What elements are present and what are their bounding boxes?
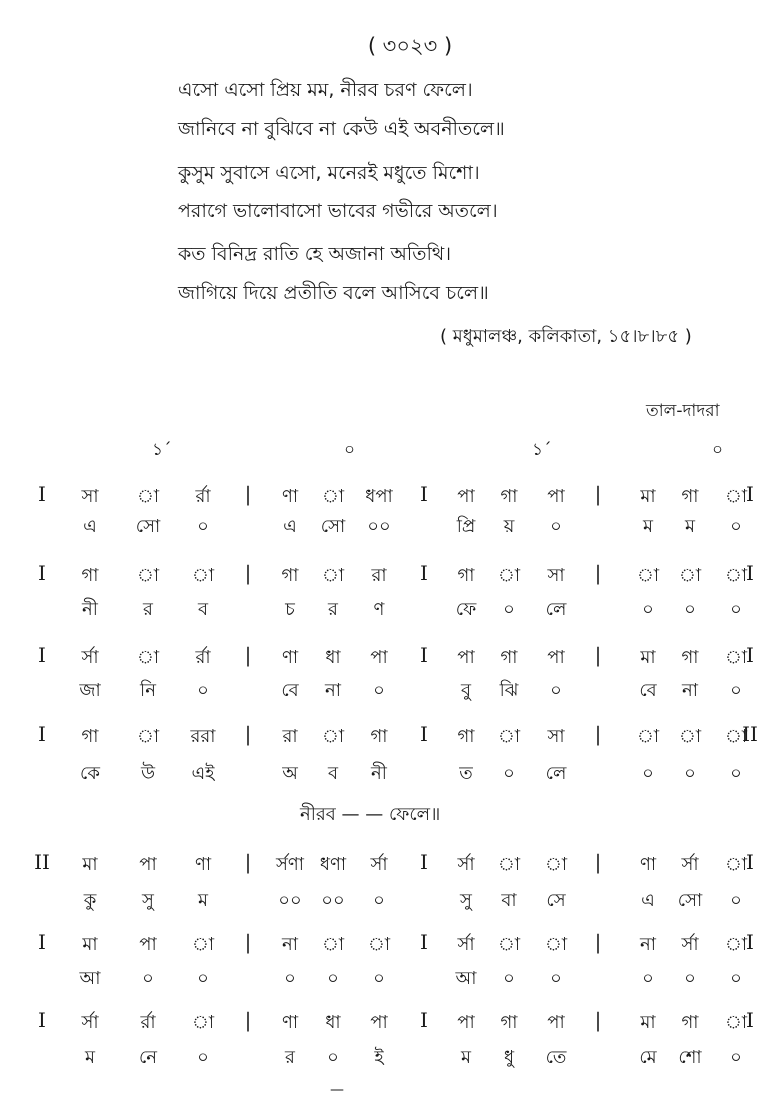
word-syllable: ০ (730, 890, 742, 911)
word-syllable: ব (327, 763, 339, 784)
swara-cell: া (678, 726, 702, 747)
swara-cell: া (367, 934, 391, 955)
swara-cell: ধা (325, 1012, 341, 1033)
bar-line: | (244, 482, 252, 506)
word-syllable: র (143, 599, 153, 620)
lyric-line-1: এসো এসো প্রিয় মম, নীরব চরণ ফেলে। (178, 79, 473, 101)
swara-cell: পা (139, 854, 157, 875)
swara-cell: রা (371, 565, 387, 586)
word-syllable: য় (503, 516, 515, 537)
bar-line: | (594, 722, 602, 746)
word-syllable: ০ (197, 516, 209, 537)
bar-line: I (420, 482, 428, 506)
swara-cell: া (724, 647, 748, 668)
notation-row-words-7 (0, 1043, 776, 1073)
swara-cell: পা (457, 486, 475, 507)
swara-cell: গা (457, 726, 475, 747)
word-syllable: সো (320, 516, 346, 537)
swara-cell: গা (681, 1012, 699, 1033)
lyric-line-4: পরাগে ভালোবাসো ভাবের গভীরে অতলে। (178, 200, 498, 222)
bar-line: | (594, 482, 602, 506)
swara-cell: সা (547, 726, 565, 747)
bar-line: I (420, 1008, 428, 1032)
word-syllable: ম (643, 516, 653, 537)
word-syllable: লে (545, 763, 567, 784)
swara-cell: গা (500, 647, 518, 668)
swara-cell: মা (82, 854, 98, 875)
word-syllable: ম (685, 516, 695, 537)
word-syllable: ০ (197, 680, 209, 701)
page-number: ( ৩০২৩ ) (367, 34, 453, 58)
swara-cell: র্সণা (276, 854, 304, 875)
bar-line: I (420, 850, 428, 874)
bar-line: | (244, 643, 252, 667)
word-syllable: ধু (503, 1047, 515, 1068)
bar-line: II (34, 850, 50, 874)
word-syllable: আ (79, 968, 101, 989)
word-syllable: ০ (730, 599, 742, 620)
swara-cell: া (497, 726, 521, 747)
swara-cell: র্সা (681, 854, 699, 875)
word-syllable: ০ (730, 1047, 742, 1068)
swara-cell: না (640, 934, 656, 955)
bar-line: | (594, 930, 602, 954)
swara-cell: মা (640, 647, 656, 668)
word-syllable: ০ (642, 968, 654, 989)
swara-cell: ণা (639, 854, 657, 875)
swara-cell: া (724, 934, 748, 955)
swara-cell: ণা (194, 854, 212, 875)
swara-cell: র্সা (370, 854, 388, 875)
word-syllable: ০ (730, 763, 742, 784)
notation-row-words-2 (0, 595, 776, 625)
swara-cell: পা (547, 486, 565, 507)
swara-cell: ধপা (365, 486, 393, 507)
word-syllable: চ (285, 599, 295, 620)
word-syllable: এ (283, 516, 297, 537)
notation-row-words-5 (0, 886, 776, 916)
swara-cell: গা (81, 726, 99, 747)
word-syllable: ০ (730, 516, 742, 537)
word-syllable: ব (197, 599, 209, 620)
swara-cell: া (678, 565, 702, 586)
swara-cell: া (636, 565, 660, 586)
word-syllable: ০ (730, 968, 742, 989)
bar-line: | (244, 722, 252, 746)
word-syllable: ০ (327, 968, 339, 989)
swara-cell: পা (547, 647, 565, 668)
word-syllable: কু (83, 890, 97, 911)
swara-cell: ণা (281, 486, 299, 507)
swara-cell: পা (457, 1012, 475, 1033)
swara-cell: া (191, 1012, 215, 1033)
lyric-line-2: জানিবে না বুঝিবে না কেউ এই অবনীতলে॥ (178, 118, 505, 140)
swara-cell: গা (500, 1012, 518, 1033)
word-syllable: ০০ (278, 890, 302, 911)
swara-cell: ধণা (319, 854, 347, 875)
word-syllable: ঝি (499, 680, 519, 701)
swara-cell: া (724, 726, 748, 747)
word-syllable: প্রি (456, 516, 476, 537)
word-syllable: কে (80, 763, 100, 784)
word-syllable: না (325, 680, 341, 701)
word-syllable: জা (79, 680, 101, 701)
word-syllable: এ (641, 890, 655, 911)
word-syllable: ফে (455, 599, 477, 620)
swara-cell: সা (547, 565, 565, 586)
word-syllable: নি (140, 680, 156, 701)
word-syllable: ই (374, 1047, 384, 1068)
bar-line: I (420, 561, 428, 585)
word-syllable: ০০ (321, 890, 345, 911)
bar-line: I (746, 850, 754, 874)
swara-cell: গা (681, 486, 699, 507)
bar-line: I (38, 930, 46, 954)
notation-row-notes-3 (0, 643, 776, 673)
bar-line: I (746, 482, 754, 506)
swara-cell: রা (282, 726, 298, 747)
swara-cell: া (321, 486, 345, 507)
swara-cell: া (497, 854, 521, 875)
swara-cell: ধা (325, 647, 341, 668)
swara-cell: গা (681, 647, 699, 668)
notation-row-words-4 (0, 759, 776, 789)
beat-marker-3: ১´ (532, 440, 552, 460)
beat-marker-1: ১´ (152, 440, 172, 460)
swara-cell: া (191, 934, 215, 955)
word-syllable: ০ (550, 516, 562, 537)
word-syllable: ০০ (367, 516, 391, 537)
word-syllable: ০ (684, 763, 696, 784)
swara-cell: া (321, 934, 345, 955)
swara-cell: র্সা (81, 647, 99, 668)
notation-row-notes-7 (0, 1008, 776, 1038)
bar-line: I (38, 561, 46, 585)
notation-row-notes-6 (0, 930, 776, 960)
bar-line: | (244, 1008, 252, 1032)
word-syllable: ০ (684, 599, 696, 620)
word-syllable: ০ (373, 968, 385, 989)
word-syllable: সু (142, 890, 154, 911)
word-syllable: ০ (142, 968, 154, 989)
swara-cell: মা (640, 486, 656, 507)
notation-row-words-6 (0, 964, 776, 994)
word-syllable: আ (455, 968, 477, 989)
word-syllable: বে (281, 680, 299, 701)
word-syllable: ০ (197, 1047, 209, 1068)
lyric-line-6: জাগিয়ে দিয়ে প্রতীতি বলে আসিবে চলে॥ (178, 282, 489, 304)
bar-line: I (38, 643, 46, 667)
word-syllable: ০ (550, 680, 562, 701)
swara-cell: পা (370, 1012, 388, 1033)
swara-cell: গা (81, 565, 99, 586)
notation-row-notes-2 (0, 561, 776, 591)
bar-line: I (420, 930, 428, 954)
bar-line: | (244, 930, 252, 954)
source-citation: ( মধুমালঞ্চ, কলিকাতা, ১৫।৮।৮৫ ) (440, 326, 692, 347)
notation-row-words-1 (0, 512, 776, 542)
swara-cell: পা (139, 934, 157, 955)
notation-row-notes-1 (0, 482, 776, 512)
word-syllable: ম (198, 890, 208, 911)
word-syllable: ম (85, 1047, 95, 1068)
beat-marker-2: ০ (344, 440, 356, 460)
word-syllable: তে (545, 1047, 567, 1068)
word-syllable: সু (460, 890, 472, 911)
word-syllable: নে (138, 1047, 158, 1068)
swara-cell: র্রা (140, 1012, 156, 1033)
swara-cell: া (321, 565, 345, 586)
beat-marker-4: ০ (712, 440, 724, 460)
word-syllable: ০ (373, 890, 385, 911)
word-syllable: এই (191, 763, 215, 784)
bar-line: | (594, 850, 602, 874)
tala-label: তাল-দাদরা (646, 401, 720, 421)
word-syllable: ০ (327, 1047, 339, 1068)
swara-cell: পা (457, 647, 475, 668)
bar-line: | (594, 1008, 602, 1032)
word-syllable: ০ (730, 680, 742, 701)
word-syllable: শো (678, 1047, 702, 1068)
swara-cell: না (282, 934, 298, 955)
bar-line: I (420, 722, 428, 746)
swara-cell: পা (370, 647, 388, 668)
word-syllable: ০ (642, 599, 654, 620)
word-syllable: নী (371, 763, 387, 784)
bar-line: | (594, 643, 602, 667)
word-syllable: মে (639, 1047, 657, 1068)
swara-cell: পা (547, 1012, 565, 1033)
bar-line: I (420, 643, 428, 667)
word-syllable: বে (639, 680, 657, 701)
word-syllable: বু (460, 680, 472, 701)
refrain-line: নীরব — — ফেলে॥ (300, 804, 441, 825)
swara-cell: র্সা (681, 934, 699, 955)
notation-row-notes-5 (0, 850, 776, 880)
word-syllable: ০ (503, 968, 515, 989)
swara-cell: া (136, 726, 160, 747)
swara-cell: গা (281, 565, 299, 586)
word-syllable: র (328, 599, 338, 620)
word-syllable: ০ (684, 968, 696, 989)
word-syllable: বা (501, 890, 517, 911)
swara-cell: মা (82, 934, 98, 955)
word-syllable: অ (282, 763, 298, 784)
word-syllable: ০ (197, 968, 209, 989)
bar-line: II (742, 722, 758, 746)
swara-cell: া (724, 565, 748, 586)
word-syllable: ম (461, 1047, 471, 1068)
word-syllable: ০ (503, 599, 515, 620)
swara-cell: গা (457, 565, 475, 586)
bar-line: | (594, 561, 602, 585)
swara-cell: া (724, 1012, 748, 1033)
word-syllable: নী (82, 599, 98, 620)
bar-line: I (746, 643, 754, 667)
word-syllable: সে (546, 890, 566, 911)
swara-cell: র্রা (195, 486, 211, 507)
swara-cell: গা (370, 726, 388, 747)
swara-cell: ণা (281, 1012, 299, 1033)
swara-cell: া (724, 854, 748, 875)
swara-cell: া (544, 854, 568, 875)
word-syllable: র (285, 1047, 295, 1068)
swara-cell: র্সা (81, 1012, 99, 1033)
notation-row-words-3 (0, 676, 776, 706)
word-syllable: এ (83, 516, 97, 537)
bar-line: | (244, 850, 252, 874)
swara-cell: া (321, 726, 345, 747)
swara-cell: া (136, 486, 160, 507)
bottom-dash: — (330, 1082, 344, 1098)
word-syllable: সো (135, 516, 161, 537)
swara-cell: া (191, 565, 215, 586)
word-syllable: ০ (373, 680, 385, 701)
word-syllable: লে (545, 599, 567, 620)
bar-line: I (746, 1008, 754, 1032)
swara-cell: া (636, 726, 660, 747)
swara-cell: র্সা (457, 934, 475, 955)
word-syllable: ০ (550, 968, 562, 989)
word-syllable: না (682, 680, 698, 701)
word-syllable: ০ (642, 763, 654, 784)
swara-cell: া (136, 647, 160, 668)
swara-cell: সা (81, 486, 99, 507)
word-syllable: ০ (503, 763, 515, 784)
word-syllable: ০ (284, 968, 296, 989)
word-syllable: ত (459, 763, 473, 784)
swara-cell: গা (500, 486, 518, 507)
bar-line: | (244, 561, 252, 585)
swara-cell: া (136, 565, 160, 586)
bar-line: I (38, 722, 46, 746)
swara-cell: ররা (190, 726, 216, 747)
swara-cell: া (544, 934, 568, 955)
bar-line: I (38, 482, 46, 506)
word-syllable: সো (677, 890, 703, 911)
word-syllable: উ (140, 763, 156, 784)
word-syllable: ণ (373, 599, 385, 620)
swara-cell: া (497, 934, 521, 955)
notation-row-notes-4 (0, 722, 776, 752)
bar-line: I (38, 1008, 46, 1032)
swara-cell: র্রা (195, 647, 211, 668)
swara-cell: া (497, 565, 521, 586)
bar-line: I (746, 930, 754, 954)
swara-cell: ণা (281, 647, 299, 668)
bar-line: I (746, 561, 754, 585)
swara-cell: া (724, 486, 748, 507)
swara-cell: মা (640, 1012, 656, 1033)
lyric-line-5: কত বিনিদ্র রাতি হে অজানা অতিথি। (178, 243, 451, 265)
lyric-line-3: কুসুম সুবাসে এসো, মনেরই মধুতে মিশো। (178, 162, 480, 184)
swara-cell: র্সা (457, 854, 475, 875)
